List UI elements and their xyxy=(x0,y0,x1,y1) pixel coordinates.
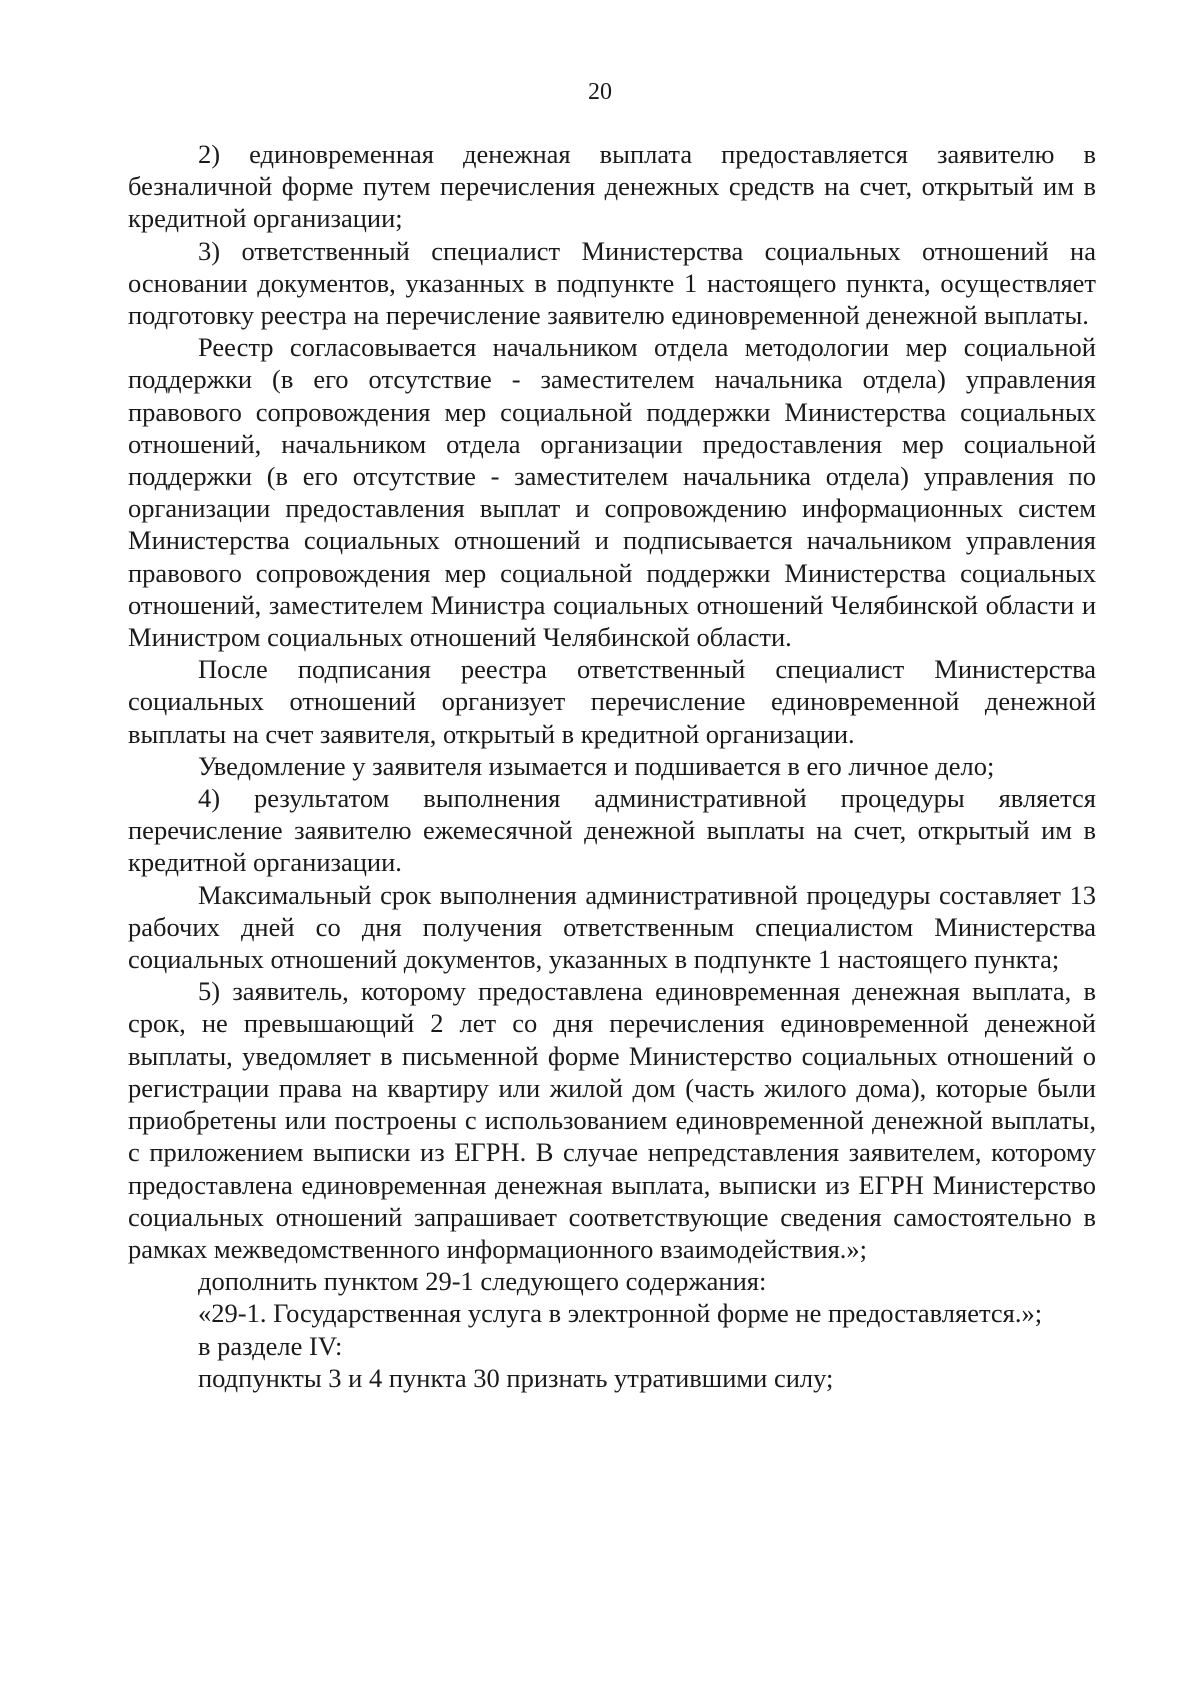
page-number: 20 xyxy=(588,79,612,105)
paragraph-item-4: 4) результатом выполнения административной процедуры является перечисление заявителю ежемесячной денежной выплаты на счет, открытый им в кредитной организации. xyxy=(128,783,1096,878)
paragraph-29-1: «29-1. Государственная услуга в электронной форме не предоставляется.»; xyxy=(198,1298,1043,1329)
paragraph-after-signing: После подписания реестра ответственный специалист Министерства социальных отношений организует перечисление единовременной денежной выплаты на счет заявителя, открытый в кредитной организации. xyxy=(128,654,1096,749)
paragraph-max-term: Максимальный срок выполнения административной процедуры составляет 13 рабочих дней со дня получения ответственным специалистом Министерства социальных отношений документов, указанных в подпункте 1 настоящего пункта; xyxy=(128,879,1096,975)
document-body xyxy=(128,138,1096,1394)
paragraph-item-5: 5) заявитель, которому предоставлена единовременная денежная выплата, в срок, не превышающий 2 лет со дня перечисления единовременной денежной выплаты, уведомляет в письменной форме Министерство социальных отношений о регистрации права на квартиру или жилой дом (часть жилого дома), которые были приобретены или построены с использованием единовременной денежной выплаты, с приложением выписки из ЕГРН. В случае непредставления заявителем, которому предоставлена единовременная денежная выплата, выписки из ЕГРН Министерство социальных отношений запрашивает соответствующие сведения самостоятельно в рамках межведомственного информационного взаимодействия.»; xyxy=(128,976,1096,1264)
paragraph-notification: Уведомление у заявителя изымается и подшивается в его личное дело; xyxy=(198,750,995,781)
paragraph-add-29-1: дополнить пунктом 29-1 следующего содержания: xyxy=(198,1266,767,1297)
paragraph-item-2: 2) единовременная денежная выплата предоставляется заявителю в безналичной форме путем перечисления денежных средств на счет, открытый им в кредитной организации; xyxy=(128,139,1096,234)
paragraph-subitems-repeal: подпункты 3 и 4 пункта 30 признать утратившими силу; xyxy=(198,1362,834,1393)
paragraph-registry-approval: Реестр согласовывается начальником отдела методологии мер социальной поддержки (в его отсутствие - заместителем начальника отдела) управления правового сопровождения мер социальной поддержки Министерства социальных отношений, начальником отдела организации предоставления мер социальной поддержки (в его отсутствие - заместителем начальника отдела) управления по организации предоставления выплат и сопровождению информационных систем Министерства социальных отношений и подписывается начальником управления правового сопровождения мер социальной поддержки Министерства социальных отношений, заместителем Министра социальных отношений Челябинской области и Министром социальных отношений Челябинской области. xyxy=(128,332,1096,653)
paragraph-section-4: в разделе IV: xyxy=(198,1330,343,1361)
paragraph-item-3: 3) ответственный специалист Министерства социальных отношений на основании документов, указанных в подпункте 1 настоящего пункта, осуществляет подготовку реестра на перечисление заявителю единовременной денежной выплаты. xyxy=(128,235,1096,331)
